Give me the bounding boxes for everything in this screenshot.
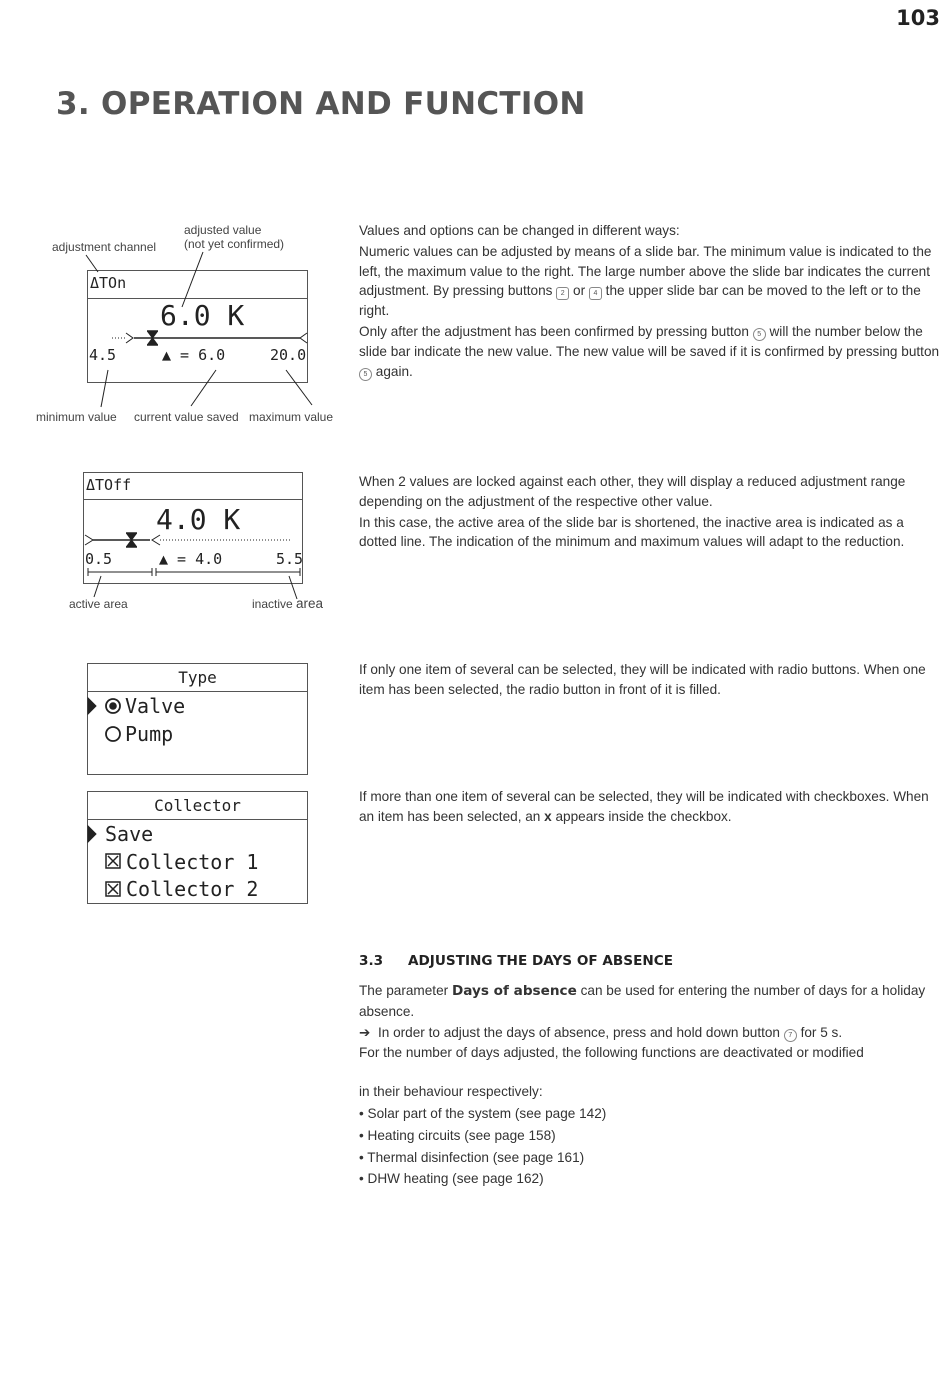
item-collector-2-label: Collector 2 — [126, 877, 259, 901]
leader-inactive-area — [289, 576, 297, 599]
functions-paragraph: For the number of days adjusted, the following functions are deactivated or modified — [359, 1045, 864, 1061]
max-value: 20.0 — [270, 346, 307, 364]
leader-maximum-value — [286, 370, 312, 405]
button-7-icon: 7 — [784, 1029, 797, 1042]
parameter-paragraph: The parameter Days of absence can be used for entering the number of days for a holiday absence. — [359, 983, 926, 1019]
text-value-adjustment — [359, 221, 943, 382]
slide-bar-paragraph: Numeric values can be adjusted by means of a slide bar. The minimum value is indicated to the left, the maximum value to the right. The large number above the slide bar indicates the current adjustment. By pressing buttons 2 or 4 the upper slide bar can be moved to the left or to the right. — [359, 243, 932, 319]
button-5-icon: 5 — [753, 328, 766, 341]
slide-marker-top — [127, 534, 136, 540]
locked-paragraph: When 2 values are locked against each other, they will display a reduced adjustment range depending on the adjustment of the respective other value. — [359, 474, 906, 509]
item-collector-1-label: Collector 1 — [126, 850, 259, 874]
max-value: 5.5 — [276, 550, 304, 568]
section-title: ADJUSTING THE DAYS OF ABSENCE — [408, 953, 673, 969]
leader-minimum-value — [101, 370, 108, 407]
min-value: 4.5 — [89, 346, 117, 364]
option-valve-label: Valve — [125, 694, 186, 718]
caption-active-area: active area — [69, 597, 128, 611]
lcd-header: ΔTOff — [84, 473, 302, 500]
slide-bar-arrow-limit — [152, 535, 160, 545]
selection-pointer-icon — [88, 698, 96, 714]
item-save-label: Save — [105, 822, 154, 846]
slide-bar-arrow-left — [85, 535, 93, 545]
slide-marker-bottom — [127, 540, 136, 546]
intro-paragraph: Values and options can be changed in different ways: — [359, 223, 680, 238]
leader-adjusted-value — [182, 252, 203, 307]
checkbox-paragraph: If more than one item of several can be selected, they will be indicated with checkboxes. When an item has been selected, an x appears inside the checkbox. — [359, 789, 929, 824]
current-value: ▲ = 6.0 — [162, 346, 226, 364]
inactive-area-paragraph: In this case, the active area of the slide bar is shortened, the inactive area is indicated as a dotted line. The indication of the minimum and maximum values will adapt to the reduction. — [359, 514, 905, 550]
selection-pointer-icon — [88, 826, 96, 842]
section-heading — [359, 953, 673, 969]
lcd-header: Collector — [88, 792, 307, 820]
button-2-icon: 2 — [556, 287, 569, 300]
option-pump-label: Pump — [125, 722, 174, 746]
leader-adjustment-channel — [86, 255, 98, 272]
text-days-of-absence — [359, 981, 943, 1189]
slide-bar-arrow-right — [300, 333, 307, 343]
button-4-icon: 4 — [589, 287, 602, 300]
list-item: • Thermal disinfection (see page 161) — [359, 1148, 943, 1168]
caption-adjustment-channel: adjustment channel — [52, 240, 157, 254]
radio-paragraph: If only one item of several can be selected, they will be indicated with radio buttons. When one item has been selected, the radio button in front of it is filled. — [359, 662, 926, 697]
current-value: ▲ = 4.0 — [159, 550, 223, 568]
caption-current-value-saved: current value saved — [134, 410, 239, 424]
button-5-icon: 5 — [359, 368, 372, 381]
behaviour-paragraph: in their behaviour respectively: — [359, 1084, 543, 1100]
parameter-name: Days of absence — [451, 983, 577, 999]
slide-marker-top — [148, 332, 157, 338]
caption-maximum-value: maximum value — [249, 410, 334, 424]
instruction-step: ➔ In order to adjust the days of absence, press and hold down button 7 for 5 s. — [359, 1024, 843, 1040]
arrow-right-icon: ➔ — [359, 1024, 371, 1040]
caption-adjusted-value: adjusted value (not yet confirmed) — [184, 223, 285, 251]
section-number: 3.3 — [359, 953, 384, 969]
list-item: • Solar part of the system (see page 142) — [359, 1104, 943, 1124]
text-checkboxes — [359, 787, 943, 828]
list-item: • DHW heating (see page 162) — [359, 1169, 943, 1189]
affected-functions-list — [359, 1104, 943, 1189]
big-value: 4.0 K — [156, 503, 241, 536]
page-number: 103 — [896, 6, 940, 30]
slide-bar-arrow-left — [126, 333, 133, 343]
lcd-header: Type — [88, 664, 307, 692]
text-radio-buttons — [359, 660, 943, 701]
leader-active-area — [94, 576, 101, 597]
page-title: 3. OPERATION AND FUNCTION — [56, 86, 586, 122]
leader-current-value — [191, 370, 216, 406]
caption-minimum-value: minimum value — [36, 410, 117, 424]
caption-inactive-area: inactive area — [252, 596, 324, 611]
text-locked-values — [359, 472, 943, 553]
confirm-paragraph: Only after the adjustment has been confirmed by pressing button 5 will the number below the slide bar indicate the new value. The new value will be saved if it is confirmed by pressing button 5 again. — [359, 323, 940, 379]
slide-marker-bottom — [148, 338, 157, 344]
radio-unselected-icon — [106, 727, 120, 741]
min-value: 0.5 — [85, 550, 113, 568]
lcd-header: ΔTOn — [88, 271, 307, 299]
list-item: • Heating circuits (see page 158) — [359, 1126, 943, 1146]
big-value: 6.0 K — [160, 299, 245, 332]
